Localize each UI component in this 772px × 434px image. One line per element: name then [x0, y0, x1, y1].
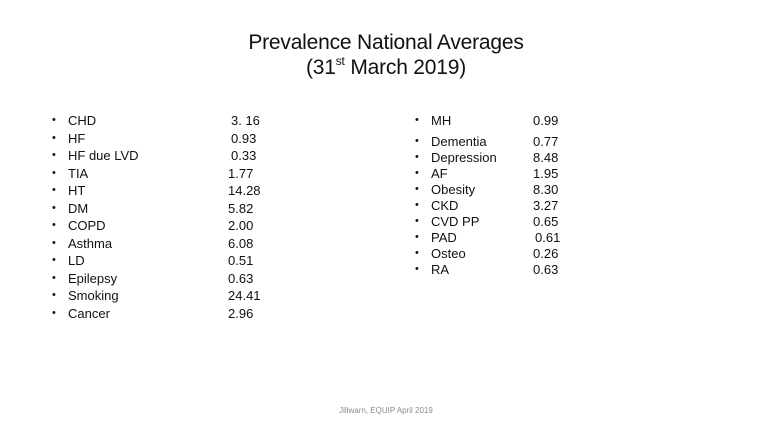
list-item-value: 8.30 [533, 182, 559, 197]
list-item-value: 1.95 [533, 165, 559, 181]
list-item-label: HF due LVD [68, 148, 139, 163]
bullet-icon: • [52, 306, 56, 319]
bullet-icon: • [415, 246, 419, 259]
list-item-value: 0.93 [231, 130, 257, 146]
list-item-value: 3.27 [533, 198, 559, 213]
bullet-icon: • [415, 135, 419, 147]
title-line-1: Prevalence National Averages [248, 31, 524, 54]
list-item-value: 5.82 [228, 200, 254, 216]
list-item [52, 270, 312, 288]
list-item-label: TIA [68, 165, 89, 181]
bullet-icon: • [52, 254, 56, 266]
list-item-value: 0.63 [228, 270, 254, 286]
list-item [415, 181, 615, 199]
list-item-value: 0.51 [228, 253, 254, 268]
list-item [52, 200, 312, 218]
title-line-2-superscript: st [335, 54, 345, 68]
list-item-label: COPD [68, 218, 106, 233]
title-line-2-prefix: (31 [305, 56, 336, 79]
list-item [52, 147, 312, 165]
bullet-icon: • [52, 114, 56, 126]
list-item-label: HT [68, 183, 86, 198]
list-item [52, 252, 312, 270]
list-item-label: Epilepsy [68, 270, 118, 286]
bullet-icon: • [52, 184, 56, 196]
bullet-icon: • [52, 149, 56, 161]
list-item-label: RA [431, 261, 450, 277]
list-item-value: 0.63 [533, 261, 559, 277]
list-item-value: 0.61 [535, 230, 561, 245]
list-item-value: 24.41 [228, 288, 261, 303]
list-item [52, 235, 312, 253]
list-item [52, 305, 312, 323]
list-item-label: CKD [431, 198, 459, 213]
bullet-icon: • [52, 201, 56, 214]
bullet-icon: • [415, 151, 419, 163]
list-item-value: 2.96 [228, 305, 254, 321]
list-item [415, 165, 615, 183]
list-item-label: Asthma [68, 235, 113, 251]
list-item-label: Osteo [431, 245, 466, 261]
list-item-label: Depression [431, 150, 497, 165]
list-item-value: 0.77 [533, 134, 559, 149]
list-item [52, 130, 312, 148]
list-item-label: CVD PP [431, 213, 480, 229]
list-item [52, 182, 312, 200]
list-item [52, 217, 312, 235]
list-item [415, 133, 615, 151]
bullet-icon: • [52, 219, 56, 231]
bullet-icon: • [415, 114, 419, 126]
bullet-icon: • [52, 166, 56, 179]
bullet-icon: • [52, 236, 56, 249]
list-item-label: Obesity [431, 182, 476, 197]
bullet-icon: • [52, 131, 56, 144]
list-item-value: 0.65 [533, 213, 559, 229]
list-item [415, 245, 615, 263]
list-item-value: 2.00 [228, 218, 254, 233]
bullet-icon: • [415, 231, 419, 243]
bullet-icon: • [415, 199, 419, 211]
list-item-value: 1.77 [228, 165, 254, 181]
list-item-label: CHD [68, 113, 97, 128]
bullet-icon: • [415, 262, 419, 275]
bullet-icon: • [52, 289, 56, 301]
list-item [415, 112, 615, 130]
list-item-label: Dementia [431, 134, 487, 149]
list-item-label: Cancer [68, 305, 110, 321]
list-item-value: 0.33 [231, 148, 257, 163]
list-item-value: 6.08 [228, 235, 254, 251]
bullet-icon: • [415, 183, 419, 195]
list-item [52, 287, 312, 305]
slide-footer: Jillwarn, EQUIP April 2019 [339, 406, 433, 415]
title-line-2-suffix: March 2019) [344, 56, 467, 79]
list-item-label: PAD [431, 230, 457, 245]
list-item-value: 14.28 [228, 183, 261, 198]
list-item [415, 213, 615, 231]
list-item-label: MH [431, 113, 452, 128]
list-item-label: LD [68, 253, 85, 268]
list-item-value: 8.48 [533, 150, 559, 165]
bullet-icon: • [415, 214, 419, 227]
list-item-value: 0.26 [533, 245, 559, 261]
list-item-label: AF [431, 165, 448, 181]
list-item [52, 165, 312, 183]
slide-title [0, 30, 772, 80]
list-item-label: DM [68, 200, 89, 216]
list-item-label: Smoking [68, 288, 119, 303]
list-item [52, 112, 312, 130]
list-item-value: 3. 16 [231, 113, 260, 128]
list-item-value: 0.99 [533, 113, 559, 128]
title-line-2 [0, 55, 772, 80]
bullet-icon: • [52, 271, 56, 284]
list-item-label: HF [68, 130, 86, 146]
bullet-icon: • [415, 166, 419, 179]
list-item [415, 261, 615, 279]
